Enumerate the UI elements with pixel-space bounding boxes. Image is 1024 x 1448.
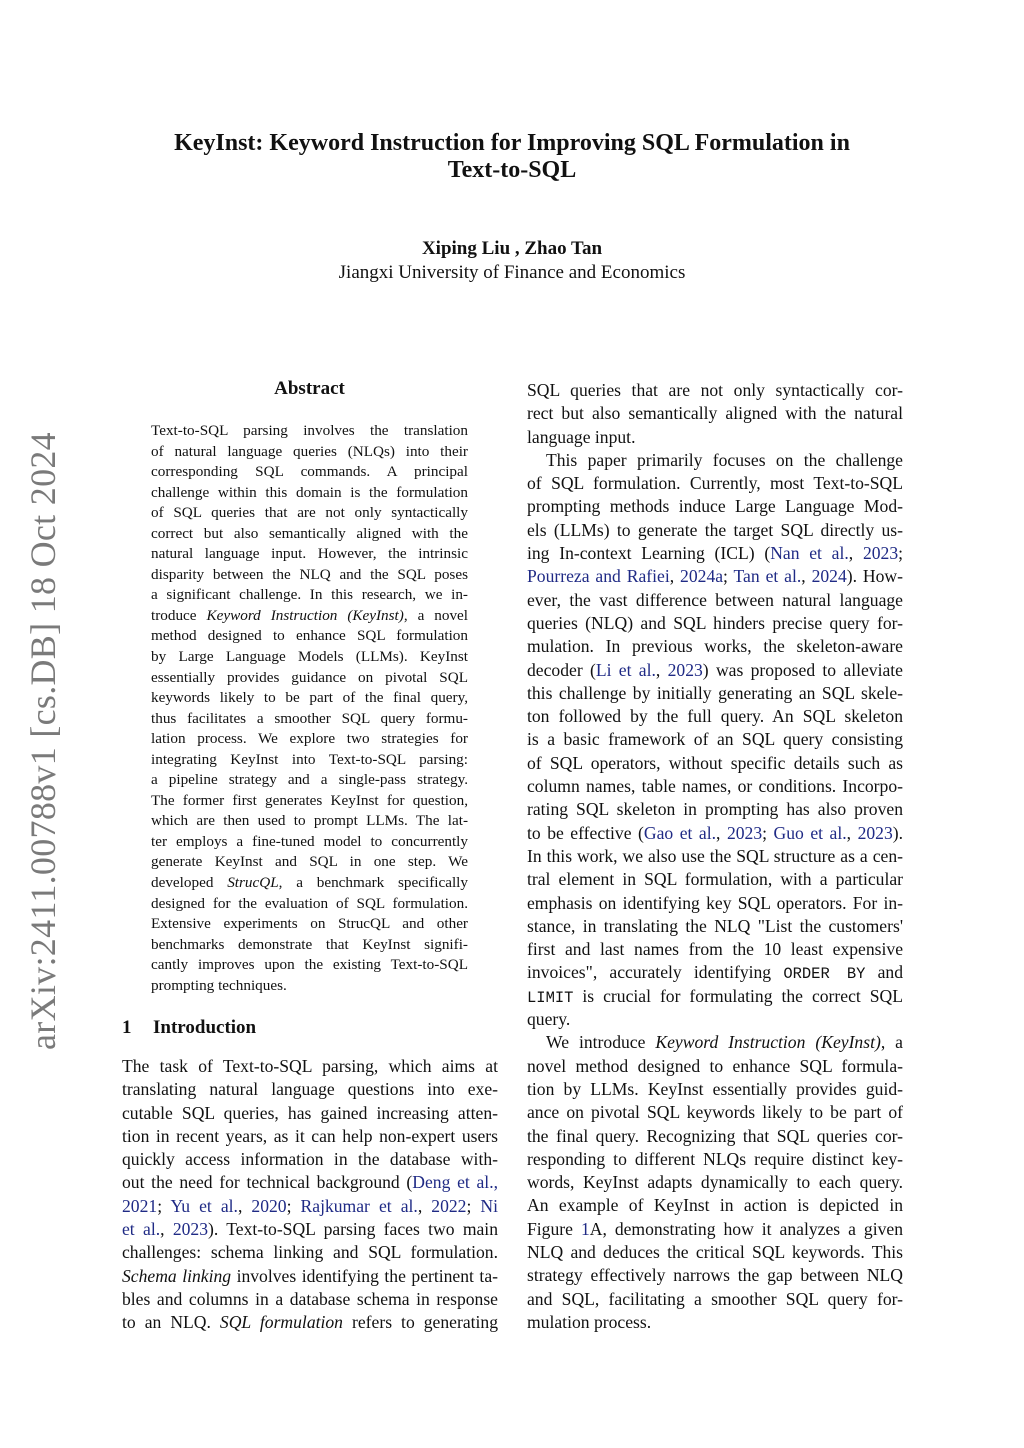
text-line	[527, 565, 903, 588]
text-run: essentially provides guidance on pivotal SQL	[151, 668, 468, 686]
citation-link[interactable]: 2023	[862, 543, 899, 564]
text-line	[527, 472, 903, 495]
text-run: method designed to enhance SQL formulation	[151, 627, 468, 645]
text-line	[151, 606, 468, 627]
text-line	[527, 1264, 903, 1287]
text-run: ,	[417, 1195, 432, 1216]
text-run: benchmarks demonstrate that KeyInst signifi-	[151, 935, 468, 953]
text-run: this challenge by initially generating an SQL skele-	[527, 682, 903, 703]
citation-link[interactable]: et al.	[122, 1219, 161, 1240]
citation-link[interactable]: Yu et al.	[170, 1195, 238, 1216]
code-text: ORDER BY	[783, 965, 866, 984]
text-run: We introduce	[546, 1032, 656, 1053]
text-line	[527, 1171, 903, 1194]
text-run: tion by LLMs. KeyInst essentially provides guid-	[527, 1078, 903, 1099]
text-run: cantly improves upon the existing Text-to-SQL	[151, 956, 468, 974]
text-run: corresponding SQL commands. A principal	[151, 463, 468, 481]
text-run: the final query. Recognizing that SQL queries cor-	[527, 1125, 903, 1146]
text-run: prompting techniques.	[151, 976, 287, 994]
italic-text: StrucQL	[227, 874, 279, 892]
text-run: integrating KeyInst into Text-to-SQL parsing:	[151, 750, 468, 768]
text-run: translating natural language questions into exe-	[122, 1079, 498, 1100]
text-line	[527, 682, 903, 705]
text-run: decoder (	[527, 659, 596, 680]
text-line	[527, 1078, 903, 1101]
text-line	[527, 1125, 903, 1148]
text-line	[527, 798, 903, 821]
citation-link[interactable]: Ni	[480, 1195, 498, 1216]
text-run: emphasis on identifying key SQL operators. For in-	[527, 892, 903, 913]
text-run: out the need for technical background (	[122, 1172, 413, 1193]
text-run: quickly access information in the database with-	[122, 1149, 498, 1170]
text-line	[527, 519, 903, 542]
citation-link[interactable]: Li et al.	[595, 659, 656, 680]
text-line	[151, 750, 468, 771]
text-run: Figure	[527, 1218, 581, 1239]
text-run: and SQL, facilitating a smoother SQL query for-	[527, 1288, 903, 1309]
arxiv-identifier-stamp: arXiv:2411.00788v1 [cs.DB] 18 Oct 2024	[23, 432, 63, 1050]
right-column-body	[527, 379, 903, 1334]
citation-link[interactable]: Pourreza and Rafiei	[527, 566, 670, 587]
text-run: of SQL formulation. Currently, most Text-to-SQL	[527, 473, 903, 494]
text-line	[122, 1148, 498, 1171]
text-line	[527, 1194, 903, 1217]
italic-text: Schema linking	[122, 1265, 232, 1286]
text-run: cutable SQL queries, has gained increasing atten-	[122, 1102, 498, 1123]
text-run: generate KeyInst and SQL in one step. We	[151, 853, 468, 871]
italic-text: Keyword Instruction (KeyInst)	[655, 1032, 881, 1053]
text-run: ,	[801, 566, 812, 587]
text-run: strategy effectively narrows the gap between NLQ	[527, 1265, 903, 1286]
text-line	[527, 915, 903, 938]
citation-link[interactable]: 2024a	[680, 566, 724, 587]
text-run: lation process. We explore two strategies for	[151, 730, 468, 748]
text-run: refers to generating	[342, 1312, 499, 1333]
text-run: ;	[723, 566, 734, 587]
text-line	[151, 729, 468, 750]
text-run: rect but also semantically aligned with the natural	[527, 403, 903, 424]
text-line	[527, 752, 903, 775]
citation-link[interactable]: 2024	[811, 566, 847, 587]
text-run: tion in recent years, as it can help non-expert users	[122, 1125, 498, 1146]
text-line	[122, 1102, 498, 1125]
text-line	[122, 1218, 498, 1241]
text-run: rating SQL skeleton in prompting has also proven	[527, 799, 903, 820]
text-run: which are then used to prompt LLMs. The lat-	[151, 812, 468, 830]
text-run: invoices", accurately identifying	[527, 962, 784, 983]
text-line	[122, 1171, 498, 1194]
text-run: ;	[898, 543, 904, 564]
text-run: , a benchmark specifically	[278, 874, 468, 892]
text-run: and	[865, 962, 903, 983]
text-run: SQL queries that are not only syntactically cor-	[527, 380, 903, 400]
text-line	[122, 1078, 498, 1101]
text-run: bles and columns in a database schema in response	[122, 1288, 498, 1309]
text-run: ,	[655, 659, 668, 680]
text-line	[527, 892, 903, 915]
italic-text: Keyword Instruction (KeyInst)	[206, 606, 404, 624]
text-line	[527, 402, 903, 425]
text-line	[122, 1241, 498, 1264]
text-line	[122, 1311, 498, 1334]
text-run: designed for the evaluation of SQL formulation.	[151, 894, 468, 912]
text-line	[527, 612, 903, 635]
text-line	[151, 688, 468, 709]
text-run: The former first generates KeyInst for question,	[151, 791, 468, 809]
text-run: developed	[151, 874, 228, 892]
abstract-heading: Abstract	[274, 378, 345, 399]
citation-link[interactable]: Tan et al.	[733, 566, 802, 587]
text-run: first and last names from the 10 least expensive	[527, 939, 903, 960]
text-line	[122, 1055, 498, 1078]
citation-link[interactable]: 1	[580, 1218, 590, 1239]
citation-link[interactable]: 2023	[857, 822, 893, 843]
text-run: Text-to-SQL parsing involves the translation	[151, 422, 468, 439]
text-line	[122, 1125, 498, 1148]
text-line	[527, 845, 903, 868]
text-run: ,	[237, 1195, 252, 1216]
text-line	[151, 421, 468, 442]
citation-link[interactable]: 2023	[667, 659, 703, 680]
text-run: mulation. In previous works, the skeleton-aware	[527, 636, 903, 657]
text-line	[527, 985, 903, 1008]
paper-title	[0, 130, 1024, 184]
text-run: ;	[762, 822, 774, 843]
code-text: LIMIT	[527, 988, 574, 1007]
text-run: ton followed by the full query. An SQL skeleton	[527, 706, 903, 727]
text-line	[151, 565, 468, 586]
text-line	[527, 1031, 903, 1054]
text-run: NLQ and deduces the critical SQL keywords. This	[527, 1241, 903, 1262]
text-run: ;	[466, 1195, 481, 1216]
text-run: ,	[716, 822, 727, 843]
text-run: words, KeyInst adapts dynamically to each query.	[527, 1172, 903, 1193]
text-run: of natural language queries (NLQs) into their	[151, 442, 468, 460]
text-line	[151, 647, 468, 668]
text-run: language input.	[527, 426, 636, 447]
text-run: a pipeline strategy and a single-pass strategy.	[151, 771, 468, 789]
text-line	[151, 626, 468, 647]
text-run: els (LLMs) to generate the target SQL directly us-	[527, 519, 903, 540]
left-column-body	[122, 1055, 498, 1335]
text-run: In this work, we also use the SQL structure as a cen-	[527, 845, 903, 866]
text-run: Extensive experiments on StrucQL and other	[151, 915, 468, 933]
text-line	[527, 728, 903, 751]
section-title: Introduction	[153, 1017, 257, 1038]
text-run: query.	[527, 1009, 571, 1030]
text-run: challenge within this domain is the formulation	[151, 483, 468, 501]
text-run: This paper primarily focuses on the challenge	[546, 449, 903, 470]
citation-link[interactable]: 2023	[172, 1219, 209, 1240]
text-line	[527, 1218, 903, 1241]
text-line	[151, 770, 468, 791]
text-line	[151, 524, 468, 545]
citation-link[interactable]: Rajkumar et al.	[300, 1195, 418, 1216]
text-run: of SQL queries that are not only syntactically	[151, 504, 468, 522]
text-run: to be effective (	[527, 822, 644, 843]
text-line	[527, 775, 903, 798]
text-line	[527, 589, 903, 612]
text-run: ,	[846, 822, 858, 843]
text-run: , a novel	[403, 606, 469, 624]
text-line	[122, 1265, 498, 1288]
text-line	[151, 811, 468, 832]
text-line	[151, 442, 468, 463]
text-line	[527, 1008, 903, 1031]
citation-link[interactable]: 2023	[726, 822, 763, 843]
abstract-text	[151, 421, 468, 996]
text-run: by Large Language Models (LLMs). KeyInst	[151, 648, 468, 666]
text-run: a significant challenge. In this research, we in-	[151, 586, 468, 604]
text-line	[527, 1101, 903, 1124]
text-line	[527, 961, 903, 984]
text-run: mulation process.	[527, 1311, 652, 1332]
text-run: ,	[848, 543, 863, 564]
text-line	[151, 791, 468, 812]
text-run: novel method designed to enhance SQL formula-	[527, 1055, 903, 1076]
authors: Xiping Liu , Zhao Tan	[421, 238, 603, 259]
text-line	[527, 635, 903, 658]
section-number: 1	[122, 1017, 132, 1038]
text-line	[527, 705, 903, 728]
text-line	[527, 938, 903, 961]
text-line	[151, 585, 468, 606]
text-run: keywords likely to be part of the final query,	[151, 689, 468, 707]
text-run: An example of KeyInst in action is depicted in	[527, 1195, 903, 1216]
text-run: to an NLQ.	[122, 1312, 220, 1333]
italic-text: SQL formulation	[219, 1312, 343, 1333]
text-line	[527, 426, 903, 449]
text-run: thus facilitates a smoother SQL query formu-	[151, 709, 468, 727]
text-run: ;	[157, 1195, 171, 1216]
text-line	[151, 976, 468, 997]
text-line	[527, 1055, 903, 1078]
text-line	[527, 868, 903, 891]
text-run: ).	[892, 822, 904, 843]
citation-link[interactable]: 2021	[122, 1195, 158, 1216]
citation-link[interactable]: 2022	[431, 1195, 467, 1216]
text-line	[527, 659, 903, 682]
text-run: responding to different NLQs require distinct key-	[527, 1148, 903, 1169]
text-line	[151, 709, 468, 730]
text-run: queries (NLQ) and SQL hinders precise query for-	[527, 612, 903, 633]
text-line	[527, 1288, 903, 1311]
text-line	[151, 914, 468, 935]
text-line	[527, 542, 903, 565]
text-run: is crucial for formulating the correct SQL	[573, 985, 903, 1006]
text-run: ter employs a fine-tuned model to concurrently	[151, 832, 468, 850]
text-line	[151, 462, 468, 483]
text-run: ). How-	[846, 566, 903, 587]
text-run: of SQL operators, without specific details such as	[527, 752, 903, 773]
text-line	[122, 1288, 498, 1311]
text-line	[122, 1195, 498, 1218]
text-run: ,	[669, 566, 681, 587]
text-line	[527, 1148, 903, 1171]
text-line	[151, 852, 468, 873]
text-line	[527, 449, 903, 472]
text-line	[151, 955, 468, 976]
paper-title-line: Text-to-SQL	[447, 157, 577, 183]
text-run: tral element in SQL formulation, with a particular	[527, 869, 903, 890]
text-line	[151, 935, 468, 956]
text-run: column names, table names, or conditions. Incorpo-	[527, 776, 903, 797]
citation-link[interactable]: Gao et al.	[643, 822, 717, 843]
text-line	[151, 483, 468, 504]
text-run: is a basic framework of an SQL query consisting	[527, 729, 903, 750]
text-line	[151, 544, 468, 565]
text-run: correct but also semantically aligned with the	[151, 524, 468, 542]
text-line	[151, 503, 468, 524]
section-heading	[122, 1017, 256, 1039]
text-line	[527, 495, 903, 518]
text-run: involves identifying the pertinent ta-	[231, 1265, 498, 1286]
citation-link[interactable]: Guo et al.	[773, 822, 847, 843]
affiliation: Jiangxi University of Finance and Economics	[338, 262, 686, 283]
text-run: stance, in translating the NLQ "List the customers'	[527, 915, 903, 936]
text-run: ). Text-to-SQL parsing faces two main	[208, 1219, 498, 1240]
text-line	[151, 668, 468, 689]
text-line	[151, 873, 468, 894]
text-run: ing In-context Learning (ICL) (	[527, 543, 771, 564]
text-line	[151, 832, 468, 853]
text-run: ;	[286, 1195, 301, 1216]
text-run: ,	[160, 1219, 173, 1240]
citation-link[interactable]: Deng et al.,	[412, 1172, 498, 1193]
citation-link[interactable]: 2020	[251, 1195, 287, 1216]
text-line	[527, 1311, 903, 1334]
text-run: disparity between the NLQ and the SQL poses	[151, 565, 468, 583]
text-run: troduce	[151, 606, 207, 624]
paper-title-line: KeyInst: Keyword Instruction for Improving SQL Formulation in	[174, 130, 850, 156]
text-run: , a	[880, 1032, 903, 1053]
text-run: ) was proposed to alleviate	[702, 659, 903, 680]
text-run: The task of Text-to-SQL parsing, which aims at	[122, 1056, 498, 1076]
citation-link[interactable]: Nan et al.	[770, 543, 849, 564]
text-line	[527, 822, 903, 845]
text-line	[151, 894, 468, 915]
text-line	[527, 1241, 903, 1264]
text-run: natural language input. However, the intrinsic	[151, 545, 468, 563]
text-run: challenges: schema linking and SQL formulation.	[122, 1242, 498, 1263]
text-run: ever, the vast difference between natural language	[527, 589, 903, 610]
text-run: prompting methods induce Large Language Mod-	[527, 496, 903, 517]
text-run: ance on pivotal SQL keywords likely to be part of	[527, 1102, 903, 1123]
text-line	[527, 379, 903, 402]
text-run: A, demonstrating how it analyzes a given	[589, 1218, 903, 1239]
